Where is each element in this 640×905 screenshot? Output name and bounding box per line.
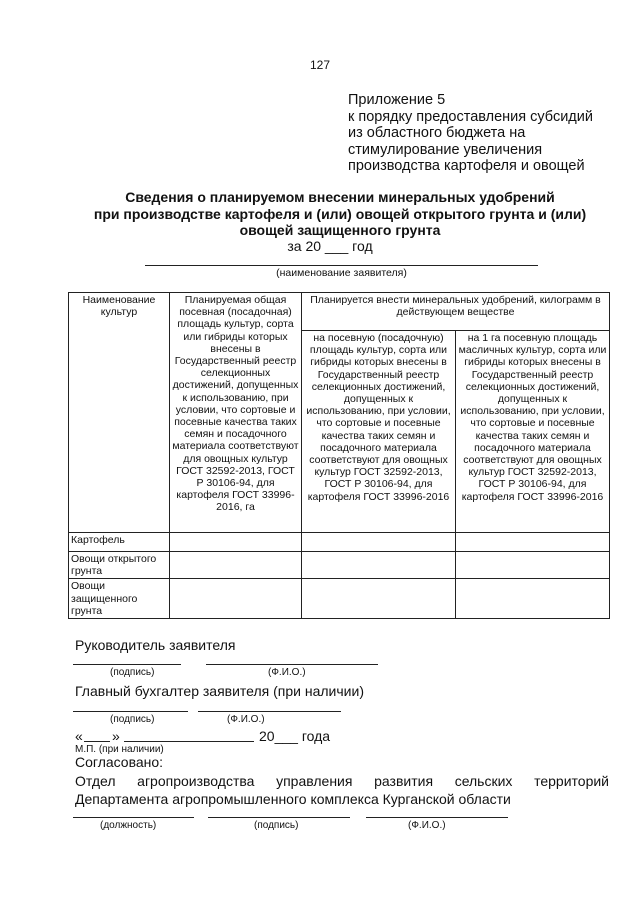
applicant-name-line bbox=[145, 265, 538, 266]
document-title bbox=[60, 189, 620, 239]
agency-line: Отдел агропроизводства управления развития сельских территорий bbox=[75, 773, 609, 789]
appendix-line: из областного бюджета на bbox=[348, 125, 526, 141]
table-cell bbox=[302, 579, 456, 619]
fio-caption: (Ф.И.О.) bbox=[227, 714, 265, 725]
signature-line bbox=[73, 711, 188, 712]
agency-block bbox=[75, 772, 609, 808]
fio-line bbox=[206, 664, 378, 665]
day-line bbox=[84, 741, 110, 742]
applicant-caption: (наименование заявителя) bbox=[276, 267, 407, 279]
header-fertilizer-total: на посевную (посадочную) площадь культур, сорта или гибриды которых внесены в Государственный реестр селекционных достижений, допущенных к использованию, при условии, что сортовые и посевные качества таких семян и посадочного материала соответствуют для овощных культур ГОСТ 32592-2013, ГОСТ Р 30106-94, для картофеля ГОСТ 33996-2016 bbox=[302, 331, 456, 533]
header-fertilizer-group: Планируется внести минеральных удобрений, килограмм в действующем веществе bbox=[302, 293, 610, 331]
position-line bbox=[73, 817, 194, 818]
table-row bbox=[69, 533, 610, 552]
fio-line bbox=[198, 711, 341, 712]
appendix-line: к порядку предоставления субсидий bbox=[348, 108, 593, 125]
agreed-label: Согласовано: bbox=[75, 754, 164, 770]
table-cell bbox=[170, 552, 302, 579]
row-label: Овощи открытого грунта bbox=[69, 552, 170, 579]
signature-line bbox=[208, 817, 350, 818]
head-label: Руководитель заявителя bbox=[75, 637, 236, 653]
table-cell bbox=[456, 533, 610, 552]
header-crop-name: Наименование культур bbox=[69, 293, 170, 533]
fio-caption: (Ф.И.О.) bbox=[268, 667, 306, 678]
signature-caption: (подпись) bbox=[254, 820, 299, 831]
report-year: за 20 ___ год bbox=[287, 238, 373, 254]
table-row bbox=[69, 579, 610, 619]
title-line: овощей защищенного грунта bbox=[239, 222, 441, 238]
title-line: при производстве картофеля и (или) овощей открытого грунта и (или) bbox=[93, 205, 587, 222]
page-number: 127 bbox=[309, 58, 331, 72]
fio-caption: (Ф.И.О.) bbox=[408, 820, 446, 831]
date-quote-open: « bbox=[75, 728, 83, 744]
table-cell bbox=[170, 533, 302, 552]
title-line: Сведения о планируемом внесении минеральных удобрений bbox=[125, 189, 555, 205]
appendix-line: стимулирование увеличения bbox=[348, 141, 543, 158]
fertilizer-table bbox=[68, 292, 610, 619]
appendix-line: производства картофеля и овощей bbox=[348, 158, 585, 174]
header-planned-area: Планируемая общая посевная (посадочная) площадь культур, сорта или гибриды которых внесены в Государственный реестр селекционных достижений, допущенных к использованию, при условии, что сортовые и посевные качества таких семян и посадочного материала соответствуют для овощных культур ГОСТ 32592-2013, ГОСТ Р 30106-94, для картофеля ГОСТ 33996-2016, га bbox=[170, 293, 302, 533]
table-cell bbox=[456, 552, 610, 579]
signature-caption: (подпись) bbox=[110, 667, 155, 678]
table-cell bbox=[456, 579, 610, 619]
signature-caption: (подпись) bbox=[110, 714, 155, 725]
row-label: Овощи защищенного грунта bbox=[69, 579, 170, 619]
appendix-block bbox=[348, 92, 593, 175]
table-cell bbox=[170, 579, 302, 619]
month-line bbox=[124, 741, 254, 742]
row-label: Картофель bbox=[69, 533, 170, 552]
signature-line bbox=[73, 664, 181, 665]
table-row bbox=[69, 552, 610, 579]
table-cell bbox=[302, 533, 456, 552]
date-year: 20___ года bbox=[259, 728, 331, 744]
table-cell bbox=[302, 552, 456, 579]
fio-line bbox=[366, 817, 508, 818]
position-caption: (должность) bbox=[100, 820, 157, 831]
date-quote-close: » bbox=[112, 728, 120, 744]
stamp-label: М.П. (при наличии) bbox=[75, 744, 164, 755]
appendix-line: Приложение 5 bbox=[348, 92, 446, 108]
accountant-label: Главный бухгалтер заявителя (при наличии) bbox=[75, 683, 364, 699]
header-fertilizer-per-ha: на 1 га посевную площадь масличных культур, сорта или гибриды которых внесены в Государственный реестр селекционных достижений, допущенных к использованию, при условии, что сортовые и посевные качества таких семян и посадочного материала соответствуют для овощных культур ГОСТ 32592-2013, ГОСТ Р 30106-94, для картофеля ГОСТ 33996-2016 bbox=[456, 331, 610, 533]
agency-line: Департамента агропромышленного комплекса Курганской области bbox=[75, 791, 511, 807]
